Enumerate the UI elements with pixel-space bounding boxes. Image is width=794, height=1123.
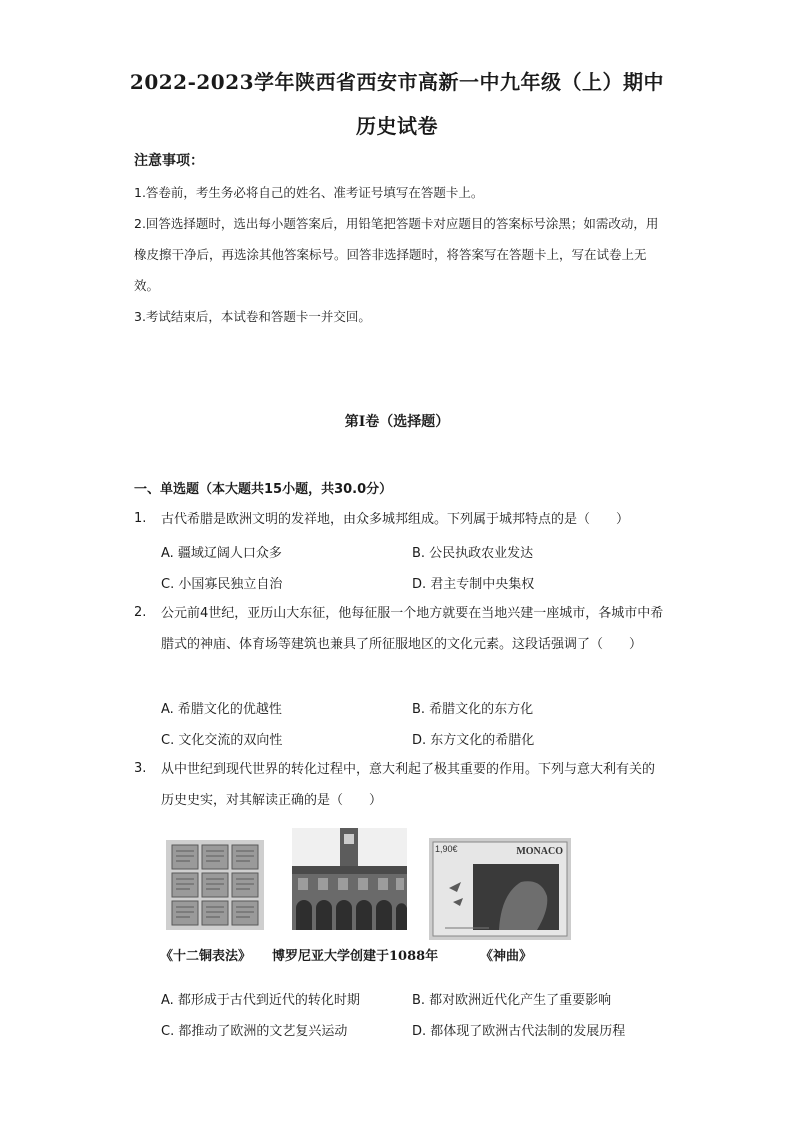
question-2-number: 2.	[134, 605, 147, 620]
exam-title-line2: 历史试卷	[356, 114, 438, 138]
divine-comedy-stamp-image	[429, 838, 571, 940]
bologna-university-image	[292, 828, 407, 930]
question-2-option-a: A. 希腊文化的优越性	[161, 702, 282, 717]
question-1-option-a: A. 疆域辽阔人口众多	[161, 546, 282, 561]
stamp-country: MONACO	[516, 846, 563, 857]
question-1-option-b: B. 公民执政农业发达	[412, 546, 534, 561]
notice-heading: 注意事项：	[134, 153, 204, 169]
twelve-tables-graphic	[166, 840, 264, 930]
section-title: 第Ⅰ卷（选择题）	[344, 414, 450, 430]
question-3-option-a: A. 都形成于古代到近代的转化时期	[161, 993, 360, 1008]
question-3-option-b: B. 都对欧洲近代化产生了重要影响	[412, 993, 612, 1008]
question-2-text: 公元前4世纪，亚历山大东征，他每征服一个地方就要在当地兴建一座城市，各城市中希腊式的神庙、体育场等建筑也兼具了所征服地区的文化元素。这段话强调了（ ）	[161, 606, 664, 652]
caption-twelve-tables: 《十二铜表法》	[160, 949, 252, 964]
question-3-option-c: C. 都推动了欧洲的文艺复兴运动	[161, 1024, 348, 1039]
question-2-option-c: C. 文化交流的双向性	[161, 733, 283, 748]
notice-item-1: 1.答卷前，考生务必将自己的姓名、准考证号填写在答题卡上。	[134, 185, 484, 200]
question-2-option-d: D. 东方文化的希腊化	[412, 733, 535, 748]
stamp-value: 1,90€	[435, 844, 458, 854]
question-2-option-b: B. 希腊文化的东方化	[412, 702, 534, 717]
caption-bologna-university: 博罗尼亚大学创建于1088年	[272, 949, 439, 964]
question-1-number: 1.	[134, 511, 147, 526]
part-heading: 一、单选题（本大题共15小题，共30.0分）	[134, 482, 393, 497]
question-3-option-d: D. 都体现了欧洲古代法制的发展历程	[412, 1024, 626, 1039]
twelve-tables-image	[166, 840, 264, 930]
question-1-option-c: C. 小国寡民独立自治	[161, 577, 283, 592]
question-1-text: 古代希腊是欧洲文明的发祥地，由众多城邦组成。下列属于城邦特点的是（ ）	[161, 512, 630, 527]
bologna-building-graphic	[292, 828, 407, 930]
exam-title-line1: 2022-2023学年陕西省西安市高新一中九年级（上）期中	[129, 70, 665, 94]
question-1-option-d: D. 君主专制中央集权	[412, 577, 535, 592]
notice-item-2: 2.回答选择题时，选出每小题答案后，用铅笔把答题卡对应题目的答案标号涂黑；如需改动，用橡皮擦干净后，再选涂其他答案标号。回答非选择题时，将答案写在答题卡上，写在试卷上无效。	[134, 216, 659, 293]
question-3-number: 3.	[134, 761, 147, 776]
question-3-text: 从中世纪到现代世界的转化过程中，意大利起了极其重要的作用。下列与意大利有关的历史史实，对其解读正确的是（ ）	[161, 762, 656, 808]
notice-item-3: 3.考试结束后，本试卷和答题卡一并交回。	[134, 309, 371, 324]
caption-divine-comedy: 《神曲》	[480, 949, 533, 964]
